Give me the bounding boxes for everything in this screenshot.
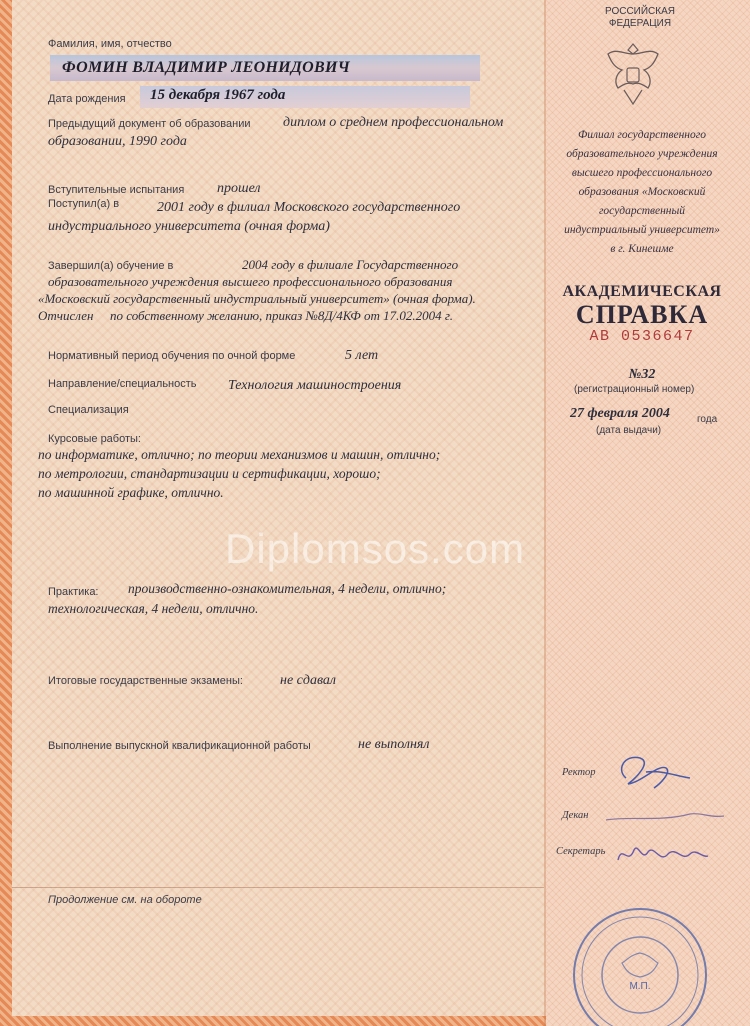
coat-of-arms-icon [602, 38, 664, 110]
finished-value-line3: «Московский государственный индустриальный университет» (очная форма). [38, 291, 476, 306]
admitted-value-line2: индустриального университета (очная форма) [48, 219, 330, 234]
coursework-line: по машинной графике, отлично. [38, 485, 224, 500]
direction-label: Направление/специальность [48, 378, 197, 390]
serial-number: АВ 0536647 [589, 328, 695, 345]
document-title-line2: СПРАВКА [575, 300, 709, 329]
practice-line1: производственно-ознакомительная, 4 недели, отлично; [128, 581, 447, 596]
study-period-value: 5 лет [345, 348, 379, 363]
institution-line: индустриальный университет» [564, 224, 720, 236]
country-heading [590, 6, 690, 30]
institution-line: государственный [598, 205, 686, 217]
issue-year-word: года [697, 414, 718, 425]
coursework-line: по информатике, отлично; по теории механизмов и машин, отлично; [38, 447, 441, 462]
coursework-list [38, 445, 508, 502]
entrance-value: прошел [217, 181, 261, 196]
seal-text: М.П. [629, 981, 651, 992]
name-label: Фамилия, имя, отчество [48, 38, 172, 50]
prev-doc-value-line1: диплом о среднем профессиональном [283, 115, 504, 130]
watermark-text: Diplomsos.com [225, 525, 526, 572]
dob-label: Дата рождения [48, 93, 126, 105]
thesis-value: не выполнял [358, 737, 430, 752]
exams-label: Итоговые государственные экзамены: [48, 675, 243, 687]
entrance-label: Вступительные испытания [48, 184, 185, 196]
finished-value-line1: 2004 году в филиале Государственного [242, 257, 459, 272]
finished-label: Завершил(а) обучение в [48, 260, 174, 272]
registration-number: №32 [628, 367, 656, 382]
issue-date: 27 февраля 2004 [570, 406, 670, 421]
prev-doc-value-line2: образовании, 1990 года [48, 134, 187, 149]
rector-label: Ректор [562, 767, 596, 778]
institution-line: образовательного учреждения [566, 148, 718, 160]
institution-name [556, 126, 728, 259]
fold-divider [544, 0, 546, 1026]
admitted-value-line1: 2001 году в филиал Московского государственного [157, 200, 461, 215]
secretary-label: Секретарь [556, 846, 606, 857]
study-period-label: Нормативный период обучения по очной форме [48, 350, 296, 362]
practice-line2: технологическая, 4 недели, отлично. [48, 601, 259, 616]
thesis-label: Выполнение выпускной квалификационной работы [48, 740, 311, 752]
secretary-signature [612, 836, 712, 872]
coursework-line: по метрологии, стандартизации и сертификации, хорошо; [38, 466, 381, 481]
left-ornament-border [0, 0, 12, 1026]
admitted-label: Поступил(а) в [48, 198, 120, 210]
expelled-label: Отчислен [38, 308, 94, 323]
institution-line: в г. Кинешме [610, 243, 674, 255]
country-line: РОССИЙСКАЯ [605, 6, 675, 17]
official-seal-icon [570, 905, 710, 1026]
full-name: ФОМИН ВЛАДИМИР ЛЕОНИДОВИЧ [62, 59, 350, 76]
institution-line: Филиал государственного [578, 129, 706, 141]
date-of-birth: 15 декабря 1967 года [150, 87, 286, 103]
registration-number-label: (регистрационный номер) [574, 384, 695, 395]
coursework-label: Курсовые работы: [48, 433, 141, 445]
practice-label: Практика: [48, 586, 99, 598]
continued-note: Продолжение см. на обороте [48, 894, 202, 906]
institution-line: образования «Московский [578, 186, 706, 198]
country-line: ФЕДЕРАЦИЯ [608, 18, 672, 29]
exams-value: не сдавал [280, 673, 337, 688]
institution-line: высшего профессионального [571, 167, 713, 179]
expelled-value: по собственному желанию, приказ №8Д/4КФ от 17.02.2004 г. [110, 308, 454, 323]
document-title-line1: АКАДЕМИЧЕСКАЯ [562, 283, 722, 300]
prev-doc-label: Предыдущий документ об образовании [48, 118, 251, 130]
dean-label: Декан [562, 810, 589, 821]
finished-value-line2: образовательного учреждения высшего профессионального образования [48, 274, 453, 289]
issue-date-label: (дата выдачи) [596, 425, 662, 436]
rector-signature [606, 748, 696, 798]
dean-signature [600, 800, 730, 830]
bottom-rule [12, 887, 544, 888]
direction-value: Технология машиностроения [228, 378, 402, 393]
specialization-label: Специализация [48, 404, 129, 416]
